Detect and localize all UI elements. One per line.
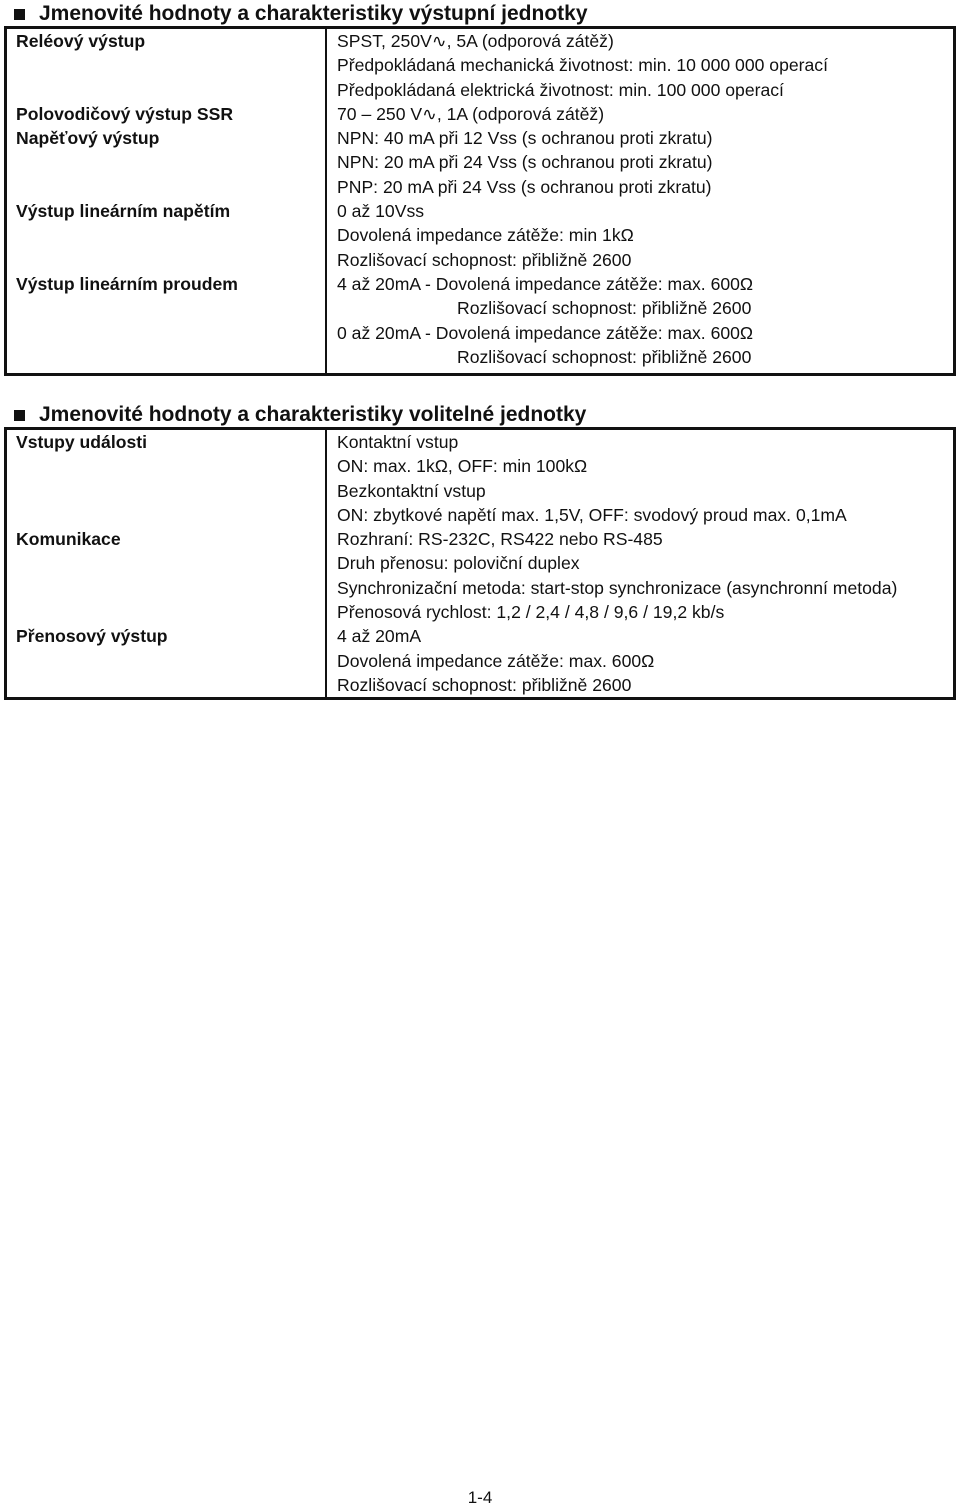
value-line: NPN: 20 mA při 24 Vss (s ochranou proti zkratu) <box>337 152 713 173</box>
value-line: ON: zbytkové napětí max. 1,5V, OFF: svodový proud max. 0,1mA <box>337 504 847 525</box>
square-bullet-icon <box>14 9 25 20</box>
optional-unit-section <box>4 403 956 700</box>
row-label-ssr: Polovodičový výstup SSR <box>16 103 234 124</box>
value-line: Synchronizační metoda: start-stop synchronizace (asynchronní metoda) <box>337 577 898 598</box>
table-row <box>6 28 955 102</box>
value-line: Přenosová rychlost: 1,2 / 2,4 / 4,8 / 9,6 / 19,2 kb/s <box>337 602 725 623</box>
table-row <box>6 272 955 369</box>
value-line: PNP: 20 mA při 24 Vss (s ochranou proti zkratu) <box>337 176 712 197</box>
row-label-linear-current: Výstup lineárním proudem <box>16 273 238 294</box>
square-bullet-icon <box>14 410 25 421</box>
value-line: Kontaktní vstup <box>337 432 459 452</box>
table-row <box>6 624 955 698</box>
value-line: Dovolená impedance zátěže: min 1kΩ <box>337 225 634 246</box>
optional-unit-heading <box>4 403 956 427</box>
value-line: Rozhraní: RS-232C, RS422 nebo RS-485 <box>337 529 663 550</box>
output-unit-table <box>4 26 956 376</box>
row-value-linear-current <box>326 272 955 369</box>
value-line: Dovolená impedance zátěže: max. 600Ω <box>337 650 655 671</box>
table-row <box>6 199 955 272</box>
value-line: 0 až 20mA - Dovolená impedance zátěže: max. 600Ω <box>337 322 754 343</box>
table-row <box>6 102 955 126</box>
value-line: Rozlišovací schopnost: přibližně 2600 <box>337 249 632 270</box>
row-value-transmission-output <box>326 624 955 698</box>
table-row <box>6 126 955 199</box>
value-line: 4 až 20mA - Dovolená impedance zátěže: max. 600Ω <box>337 273 754 294</box>
row-label-transmission-output: Přenosový výstup <box>16 626 168 647</box>
row-label-communication: Komunikace <box>16 529 121 550</box>
value-line: 0 až 10Vss <box>337 201 425 222</box>
table-row-spacer <box>6 369 955 375</box>
value-line: Předpokládaná elektrická životnost: min. 100 000 operací <box>337 79 784 100</box>
optional-unit-table <box>4 427 956 700</box>
value-line: 4 až 20mA <box>337 626 422 647</box>
value-line: 70 – 250 V∿, 1A (odporová zátěž) <box>337 103 605 124</box>
value-line: Rozlišovací schopnost: přibližně 2600 <box>337 674 632 695</box>
value-line: Rozlišovací schopnost: přibližně 2600 <box>457 298 752 319</box>
table-row <box>6 429 955 528</box>
row-value-voltage <box>326 126 955 199</box>
value-line: NPN: 40 mA při 12 Vss (s ochranou proti zkratu) <box>337 128 713 149</box>
value-line: Druh přenosu: poloviční duplex <box>337 553 580 574</box>
page-number: 1-4 <box>467 1488 493 1507</box>
heading-text: Jmenovité hodnoty a charakteristiky volitelné jednotky <box>39 403 587 426</box>
row-value-ssr <box>326 102 955 126</box>
row-label-voltage: Napěťový výstup <box>16 128 160 149</box>
row-value-relay <box>326 28 955 102</box>
value-line: ON: max. 1kΩ, OFF: min 100kΩ <box>337 456 588 477</box>
row-label-linear-voltage: Výstup lineárním napětím <box>16 201 231 222</box>
row-value-communication <box>326 527 955 624</box>
row-label-event-inputs: Vstupy události <box>16 432 147 452</box>
table-row <box>6 527 955 624</box>
value-line: Předpokládaná mechanická životnost: min. 10 000 000 operací <box>337 55 828 76</box>
row-label-relay: Reléový výstup <box>16 31 146 51</box>
output-unit-heading <box>4 2 956 26</box>
value-line: SPST, 250V∿, 5A (odporová zátěž) <box>337 31 614 51</box>
value-line: Rozlišovací schopnost: přibližně 2600 <box>457 346 752 367</box>
heading-text: Jmenovité hodnoty a charakteristiky výstupní jednotky <box>39 2 588 25</box>
value-line: Bezkontaktní vstup <box>337 480 486 501</box>
row-value-event-inputs <box>326 429 955 528</box>
output-unit-section <box>4 2 956 376</box>
row-value-linear-voltage <box>326 199 955 272</box>
